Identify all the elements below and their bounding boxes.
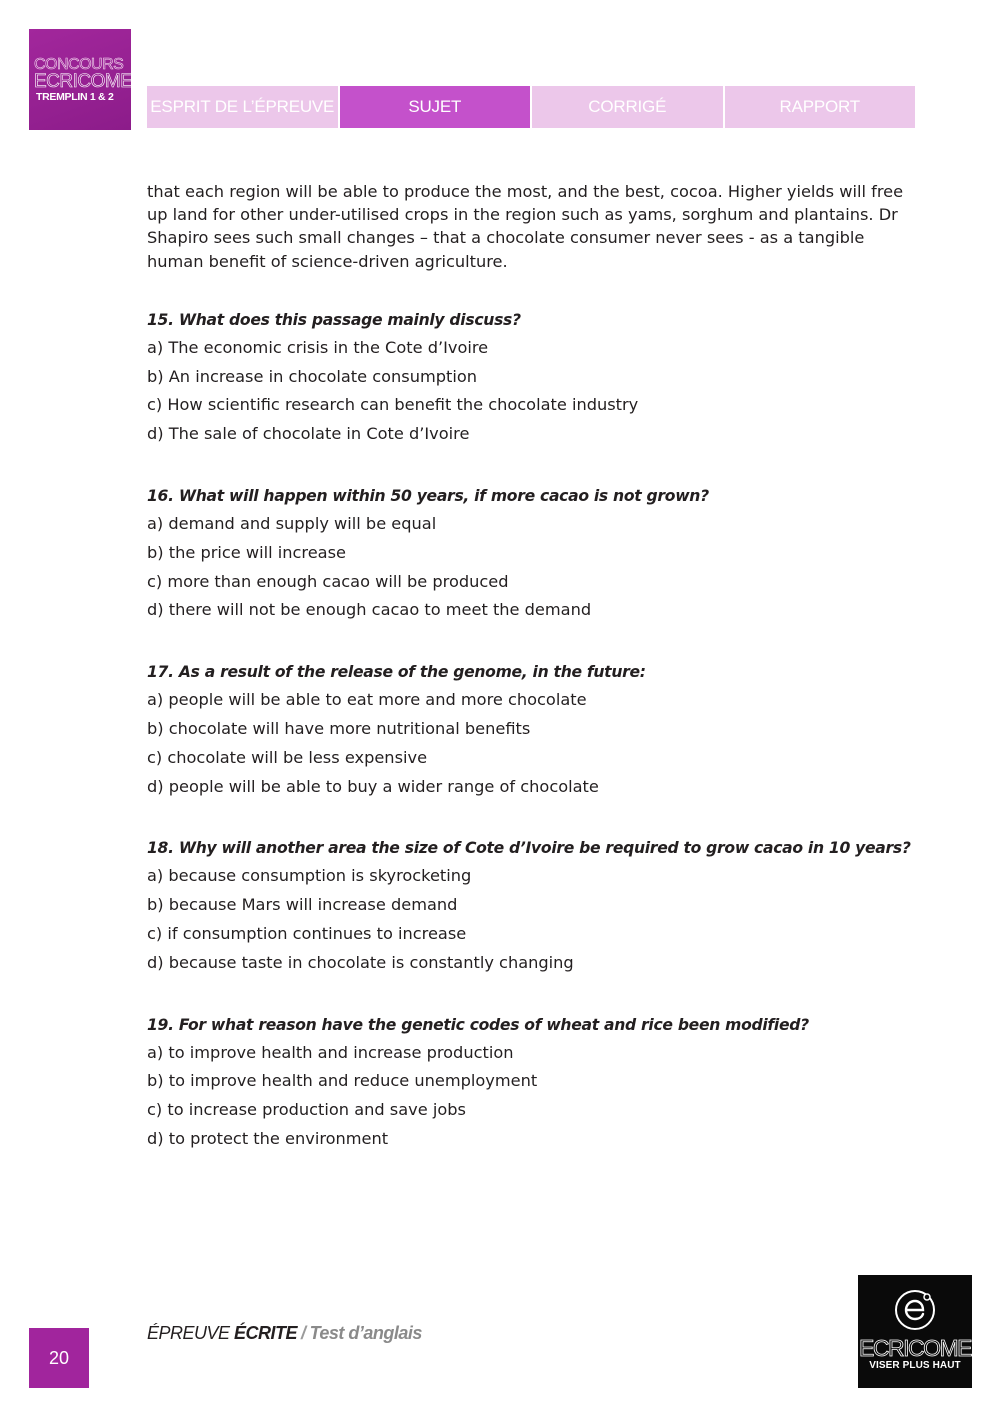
- answer-option: a) people will be able to eat more and more chocolate: [147, 690, 587, 710]
- answer-option: b) the price will increase: [147, 542, 346, 562]
- footer-subtitle: Test d’anglais: [309, 1323, 422, 1343]
- answer-option: c) if consumption continues to increase: [147, 923, 467, 943]
- answer-option: c) chocolate will be less expensive: [147, 747, 428, 767]
- answer-option: d) to protect the environment: [147, 1128, 389, 1148]
- ecricome-brand-logo: [858, 1275, 972, 1388]
- ecricome-e-icon: [892, 1287, 938, 1333]
- tab-esprit-epreuve[interactable]: ESPRIT DE L’ÉPREUVE: [147, 86, 338, 128]
- question-18: [147, 837, 917, 977]
- ecricome-wordmark: ECRICOME: [859, 1335, 971, 1361]
- footer-title-bold: ÉCRITE: [234, 1323, 298, 1343]
- answer-option: b) because Mars will increase demand: [147, 895, 458, 915]
- answer-option: c) to increase production and save jobs: [147, 1100, 466, 1120]
- logo-line-tremplin: TREMPLIN 1 & 2: [36, 91, 114, 103]
- page-number: 20: [29, 1328, 89, 1388]
- ecricome-tagline: VISER PLUS HAUT: [869, 1360, 961, 1371]
- answer-option: a) because consumption is skyrocketing: [147, 866, 472, 886]
- answer-option: d) there will not be enough cacao to meet the demand: [147, 600, 592, 620]
- footer-title: [147, 1323, 422, 1344]
- tab-corrige[interactable]: CORRIGÉ: [532, 86, 723, 128]
- question-title: 17. As a result of the release of the genome, in the future:: [147, 663, 646, 682]
- tab-rapport[interactable]: RAPPORT: [725, 86, 916, 128]
- question-16: [147, 485, 917, 625]
- footer-separator: /: [301, 1323, 306, 1343]
- question-15: [147, 309, 917, 449]
- question-19: [147, 1014, 917, 1154]
- question-title: 18. Why will another area the size of Cote d’Ivoire be required to grow cacao in 10 years?: [147, 839, 911, 858]
- tab-sujet[interactable]: SUJET: [340, 86, 531, 128]
- section-tabs: [147, 86, 915, 128]
- footer-title-part1: ÉPREUVE: [147, 1323, 235, 1343]
- logo-line-ecricome: ECRICOME: [34, 71, 133, 92]
- answer-option: c) How scientific research can benefit the chocolate industry: [147, 395, 639, 415]
- answer-option: c) more than enough cacao will be produced: [147, 571, 509, 591]
- answer-option: a) The economic crisis in the Cote d’Ivoire: [147, 337, 489, 357]
- logo-line-concours: CONCOURS: [34, 56, 124, 73]
- passage-paragraph: that each region will be able to produce the most, and the best, cocoa. Higher yields will free up land for other under-utilised crops in the region such as yams, sorghum and plantains. Dr Shapiro sees such small changes – that a chocolate consumer never sees - as a tangible human benefit of science-driven agriculture.: [147, 182, 904, 271]
- answer-option: b) An increase in chocolate consumption: [147, 366, 478, 386]
- question-title: 16. What will happen within 50 years, if more cacao is not grown?: [147, 487, 709, 505]
- question-title: 15. What does this passage mainly discuss?: [147, 310, 521, 329]
- answer-option: a) demand and supply will be equal: [147, 514, 437, 533]
- question-title: 19. For what reason have the genetic codes of wheat and rice been modified?: [147, 1015, 809, 1034]
- answer-option: a) to improve health and increase production: [147, 1042, 514, 1062]
- main-content: [147, 180, 917, 1154]
- question-17: [147, 661, 917, 801]
- answer-option: b) chocolate will have more nutritional benefits: [147, 718, 531, 738]
- answer-option: d) The sale of chocolate in Cote d’Ivoire: [147, 424, 470, 444]
- concours-logo: [29, 29, 131, 130]
- answer-option: b) to improve health and reduce unemployment: [147, 1071, 538, 1091]
- answer-option: d) because taste in chocolate is constantly changing: [147, 952, 574, 972]
- answer-option: d) people will be able to buy a wider range of chocolate: [147, 776, 599, 796]
